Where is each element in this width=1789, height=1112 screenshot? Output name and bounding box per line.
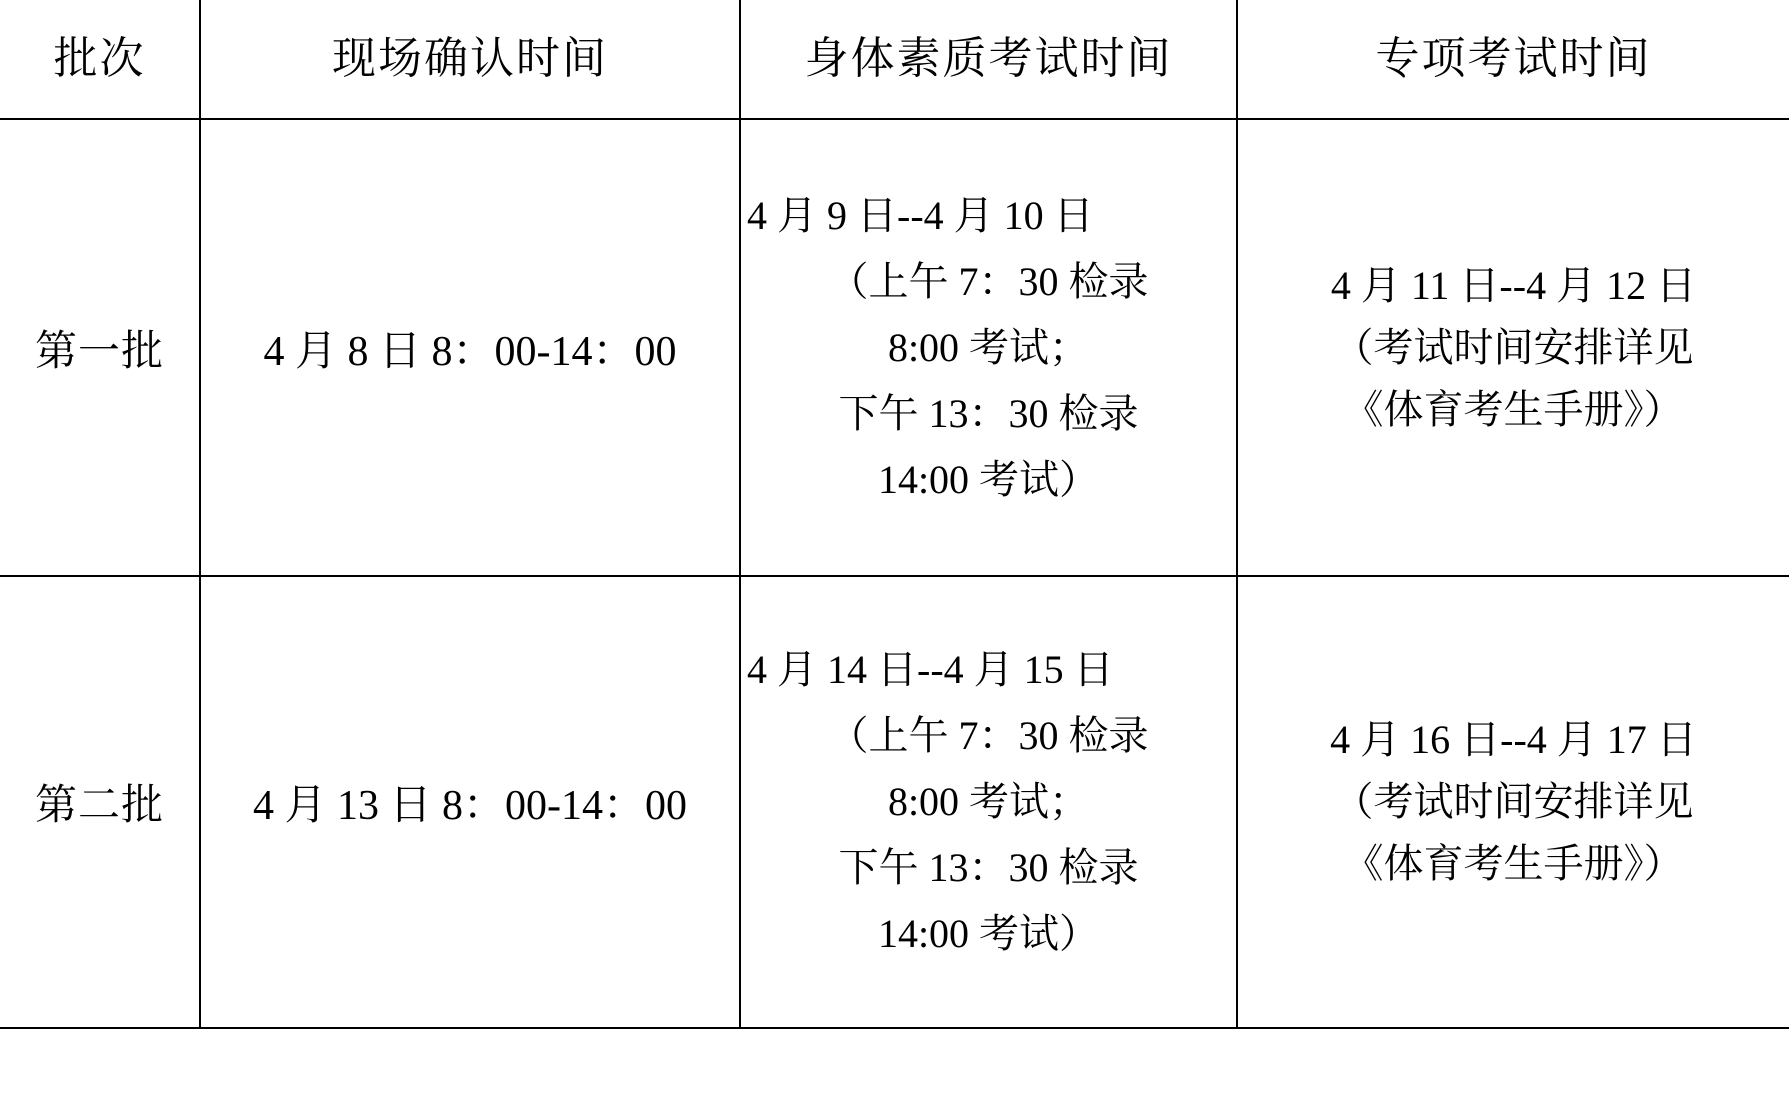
table-row — [0, 119, 1789, 576]
fitness-line-3: 8:00 考试； — [887, 779, 1090, 824]
column-header-confirm-time: 现场确认时间 — [200, 0, 740, 119]
cell-batch-1: 第一批 — [0, 119, 200, 576]
fitness-line-3: 8:00 考试； — [887, 324, 1090, 370]
fitness-text-block-1 — [741, 192, 1236, 502]
table-header-row — [0, 0, 1789, 119]
fitness-line-2: （上午 7：30 检录 — [828, 258, 1149, 304]
special-line-1: 4 月 16 日--4 月 17 日 — [1330, 717, 1697, 762]
special-text-block-1 — [1238, 262, 1789, 432]
table-header — [0, 0, 1789, 119]
fitness-line-4: 下午 13：30 检录 — [838, 845, 1139, 890]
special-line-2: （考试时间安排详见 — [1333, 324, 1694, 370]
special-line-2: （考试时间安排详见 — [1333, 779, 1694, 824]
table-body — [0, 119, 1789, 1028]
cell-batch-2: 第二批 — [0, 576, 200, 1028]
column-header-batch: 批次 — [0, 0, 200, 119]
cell-special-time-2 — [1237, 576, 1789, 1028]
column-header-fitness-exam-time: 身体素质考试时间 — [740, 0, 1237, 119]
table-row — [0, 576, 1789, 1028]
cell-confirm-time-2: 4 月 13 日 8：00-14：00 — [200, 576, 740, 1028]
fitness-line-1: 4 月 14 日--4 月 15 日 — [747, 647, 1114, 692]
special-line-1: 4 月 11 日--4 月 12 日 — [1330, 262, 1697, 308]
cell-fitness-time-1 — [740, 119, 1237, 576]
fitness-line-4: 下午 13：30 检录 — [838, 390, 1139, 436]
special-line-3: 《体育考生手册》） — [1343, 386, 1684, 432]
cell-special-time-1 — [1237, 119, 1789, 576]
special-text-block-2 — [1238, 717, 1789, 886]
cell-confirm-time-1: 4 月 8 日 8：00-14：00 — [200, 119, 740, 576]
special-line-3: 《体育考生手册》） — [1343, 841, 1684, 886]
cell-fitness-time-2 — [740, 576, 1237, 1028]
fitness-text-block-2 — [741, 647, 1236, 956]
fitness-line-5: 14:00 考试） — [877, 911, 1100, 956]
fitness-line-2: （上午 7：30 检录 — [828, 713, 1149, 758]
fitness-line-5: 14:00 考试） — [877, 456, 1100, 502]
column-header-special-exam-time: 专项考试时间 — [1237, 0, 1789, 119]
fitness-line-1: 4 月 9 日--4 月 10 日 — [747, 192, 1094, 238]
